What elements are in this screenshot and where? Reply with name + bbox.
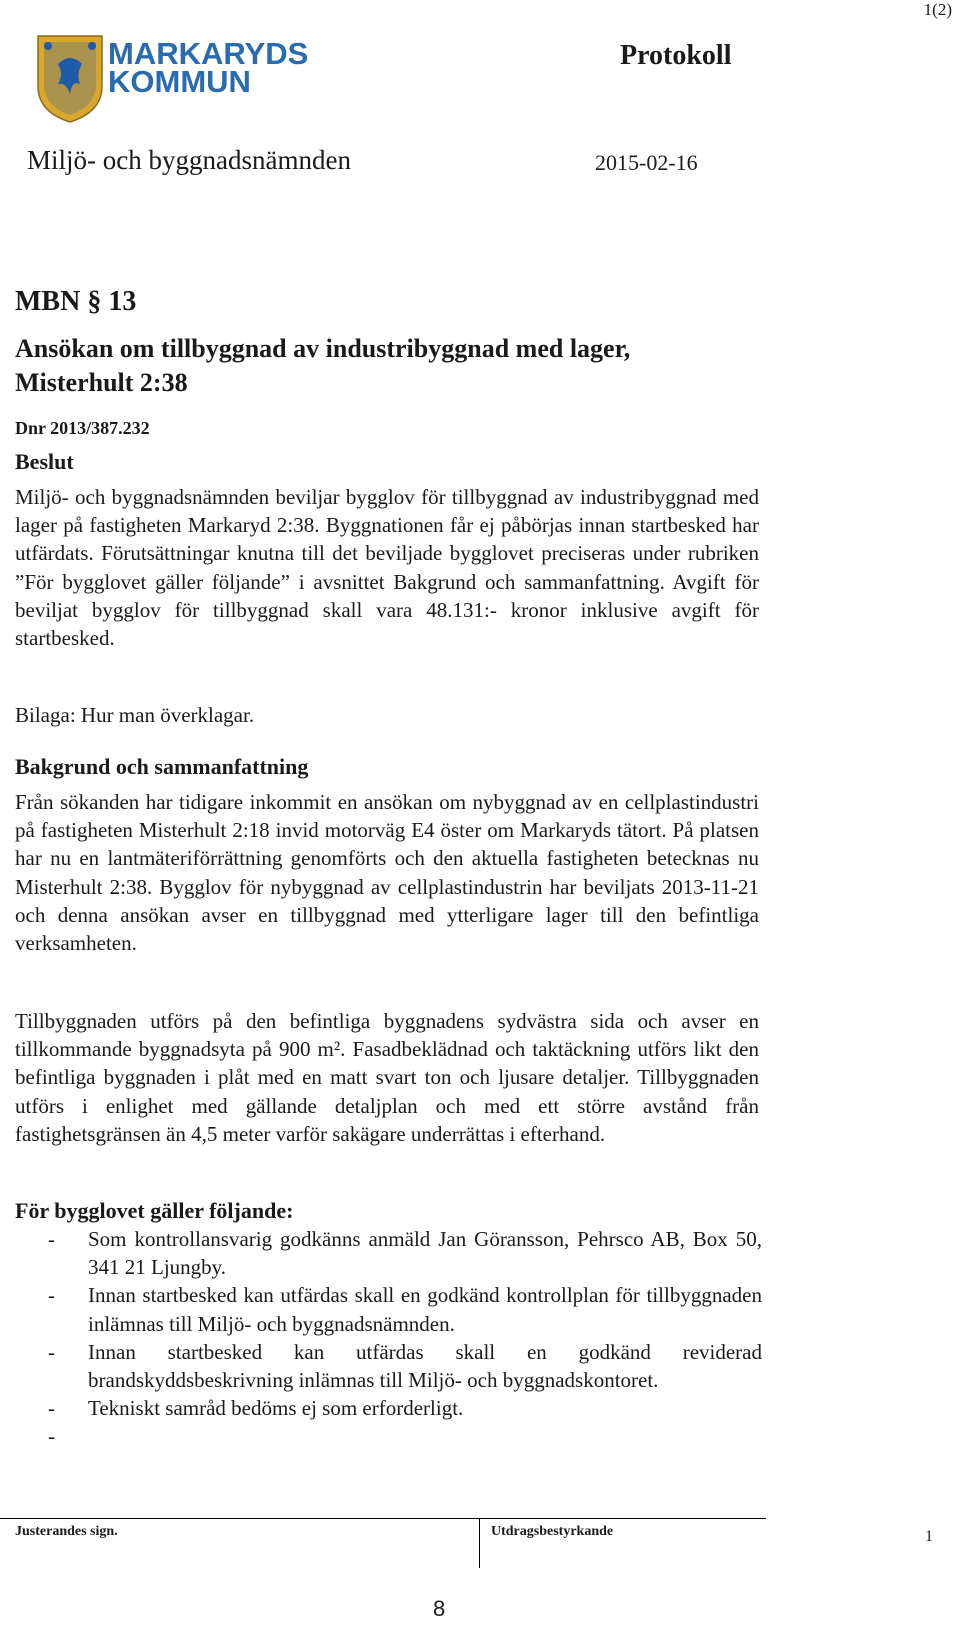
municipality-logo bbox=[36, 34, 326, 126]
background-heading: Bakgrund och sammanfattning bbox=[15, 754, 309, 779]
section-id: MBN § 13 bbox=[15, 286, 137, 317]
list-dash: - bbox=[48, 1339, 55, 1364]
list-dash: - bbox=[48, 1396, 55, 1421]
list-dash: - bbox=[48, 1424, 55, 1449]
list-item-text: Tekniskt samråd bedöms ej som erforderligt. bbox=[88, 1396, 464, 1421]
list-item bbox=[48, 1225, 762, 1281]
attachment-note: Bilaga: Hur man överklagar. bbox=[15, 703, 255, 727]
extract-label: Utdragsbestyrkande bbox=[491, 1524, 614, 1539]
case-number: Dnr 2013/387.232 bbox=[15, 418, 150, 438]
list-item-text: Innan startbesked kan utfärdas skall en godkänd reviderad brandskyddsbeskrivning inlämnas till Miljö- och byggnadskontoret. bbox=[88, 1339, 762, 1393]
footer-vertical-divider bbox=[479, 1518, 480, 1568]
conditions-heading: För bygglovet gäller följande: bbox=[15, 1198, 294, 1223]
document-type: Protokoll bbox=[620, 40, 732, 71]
logo-line-2: KOMMUN bbox=[108, 64, 251, 99]
page-indicator: 1(2) bbox=[923, 0, 952, 19]
logo-line-1: MARKARYDS bbox=[108, 36, 309, 71]
footer-divider bbox=[0, 1518, 766, 1519]
footer-page-number: 1 bbox=[925, 1528, 933, 1545]
case-title-line-2: Misterhult 2:38 bbox=[15, 368, 188, 397]
board-name: Miljö- och byggnadsnämnden bbox=[27, 145, 351, 175]
background-paragraph-1: Från sökanden har tidigare inkommit en ansökan om nybyggnad av en cellplastindustri på fastigheten Misterhult 2:18 invid motorväg E4 öster om Markaryds tätort. På platsen har nu en lantmäteriförrättning genomförts och den aktuella fastigheten betecknas nu Misterhult 2:38. Bygglov för nybyggnad av cellplastindustrin har beviljats 2013-11-21 och denna ansökan avser en tillbyggnad med ytterligare lager till den befintliga verksamheten. bbox=[15, 790, 759, 956]
decision-heading: Beslut bbox=[15, 449, 74, 474]
list-item bbox=[48, 1281, 762, 1337]
coat-of-arms-icon bbox=[38, 36, 102, 122]
case-title bbox=[15, 332, 755, 400]
bottom-page-number: 8 bbox=[433, 1596, 446, 1621]
background-paragraph-2: Tillbyggnaden utförs på den befintliga byggnadens sydvästra sida och avser en tillkommande byggnadsyta på 900 m². Fasadbeklädnad och taktäckning utförs likt den befintliga byggnaden i plåt med en matt svart ton och ljusare detaljer. Tillbyggnaden utförs i enlighet med gällande detaljplan och med ett större avstånd från fastighetsgränsen än 4,5 meter varför sakägare underrättas i efterhand. bbox=[15, 1009, 759, 1146]
list-item-text: Innan startbesked kan utfärdas skall en godkänd kontrollplan för tillbyggnaden inlämnas till Miljö- och byggnadsnämnden. bbox=[88, 1283, 762, 1336]
meeting-date: 2015-02-16 bbox=[595, 150, 698, 175]
list-item bbox=[48, 1422, 762, 1450]
conditions-list bbox=[48, 1225, 762, 1451]
case-title-line-1: Ansökan om tillbyggnad av industribyggnad med lager, bbox=[15, 334, 631, 363]
list-item-text bbox=[88, 1424, 93, 1448]
list-dash: - bbox=[48, 1283, 55, 1308]
list-dash: - bbox=[48, 1227, 55, 1251]
list-item-text: Som kontrollansvarig godkänns anmäld Jan Göransson, Pehrsco AB, Box 50, 341 21 Ljungby. bbox=[88, 1227, 762, 1280]
list-item bbox=[48, 1338, 762, 1394]
list-item bbox=[48, 1394, 762, 1422]
signature-label: Justerandes sign. bbox=[15, 1524, 118, 1539]
decision-text: Miljö- och byggnadsnämnden beviljar bygglov för tillbyggnad av industribyggnad med lager på fastigheten Markaryd 2:38. Byggnationen får ej påbörjas innan startbesked har utfärdats. Förutsättningar knutna till det beviljade bygglovet preciseras under rubriken ”För bygglovet gäller följande” i avsnittet Bakgrund och sammanfattning. Avgift för beviljat bygglov för tillbyggnad skall vara 48.131:- kronor inklusive avgift för startbesked. bbox=[15, 485, 759, 651]
